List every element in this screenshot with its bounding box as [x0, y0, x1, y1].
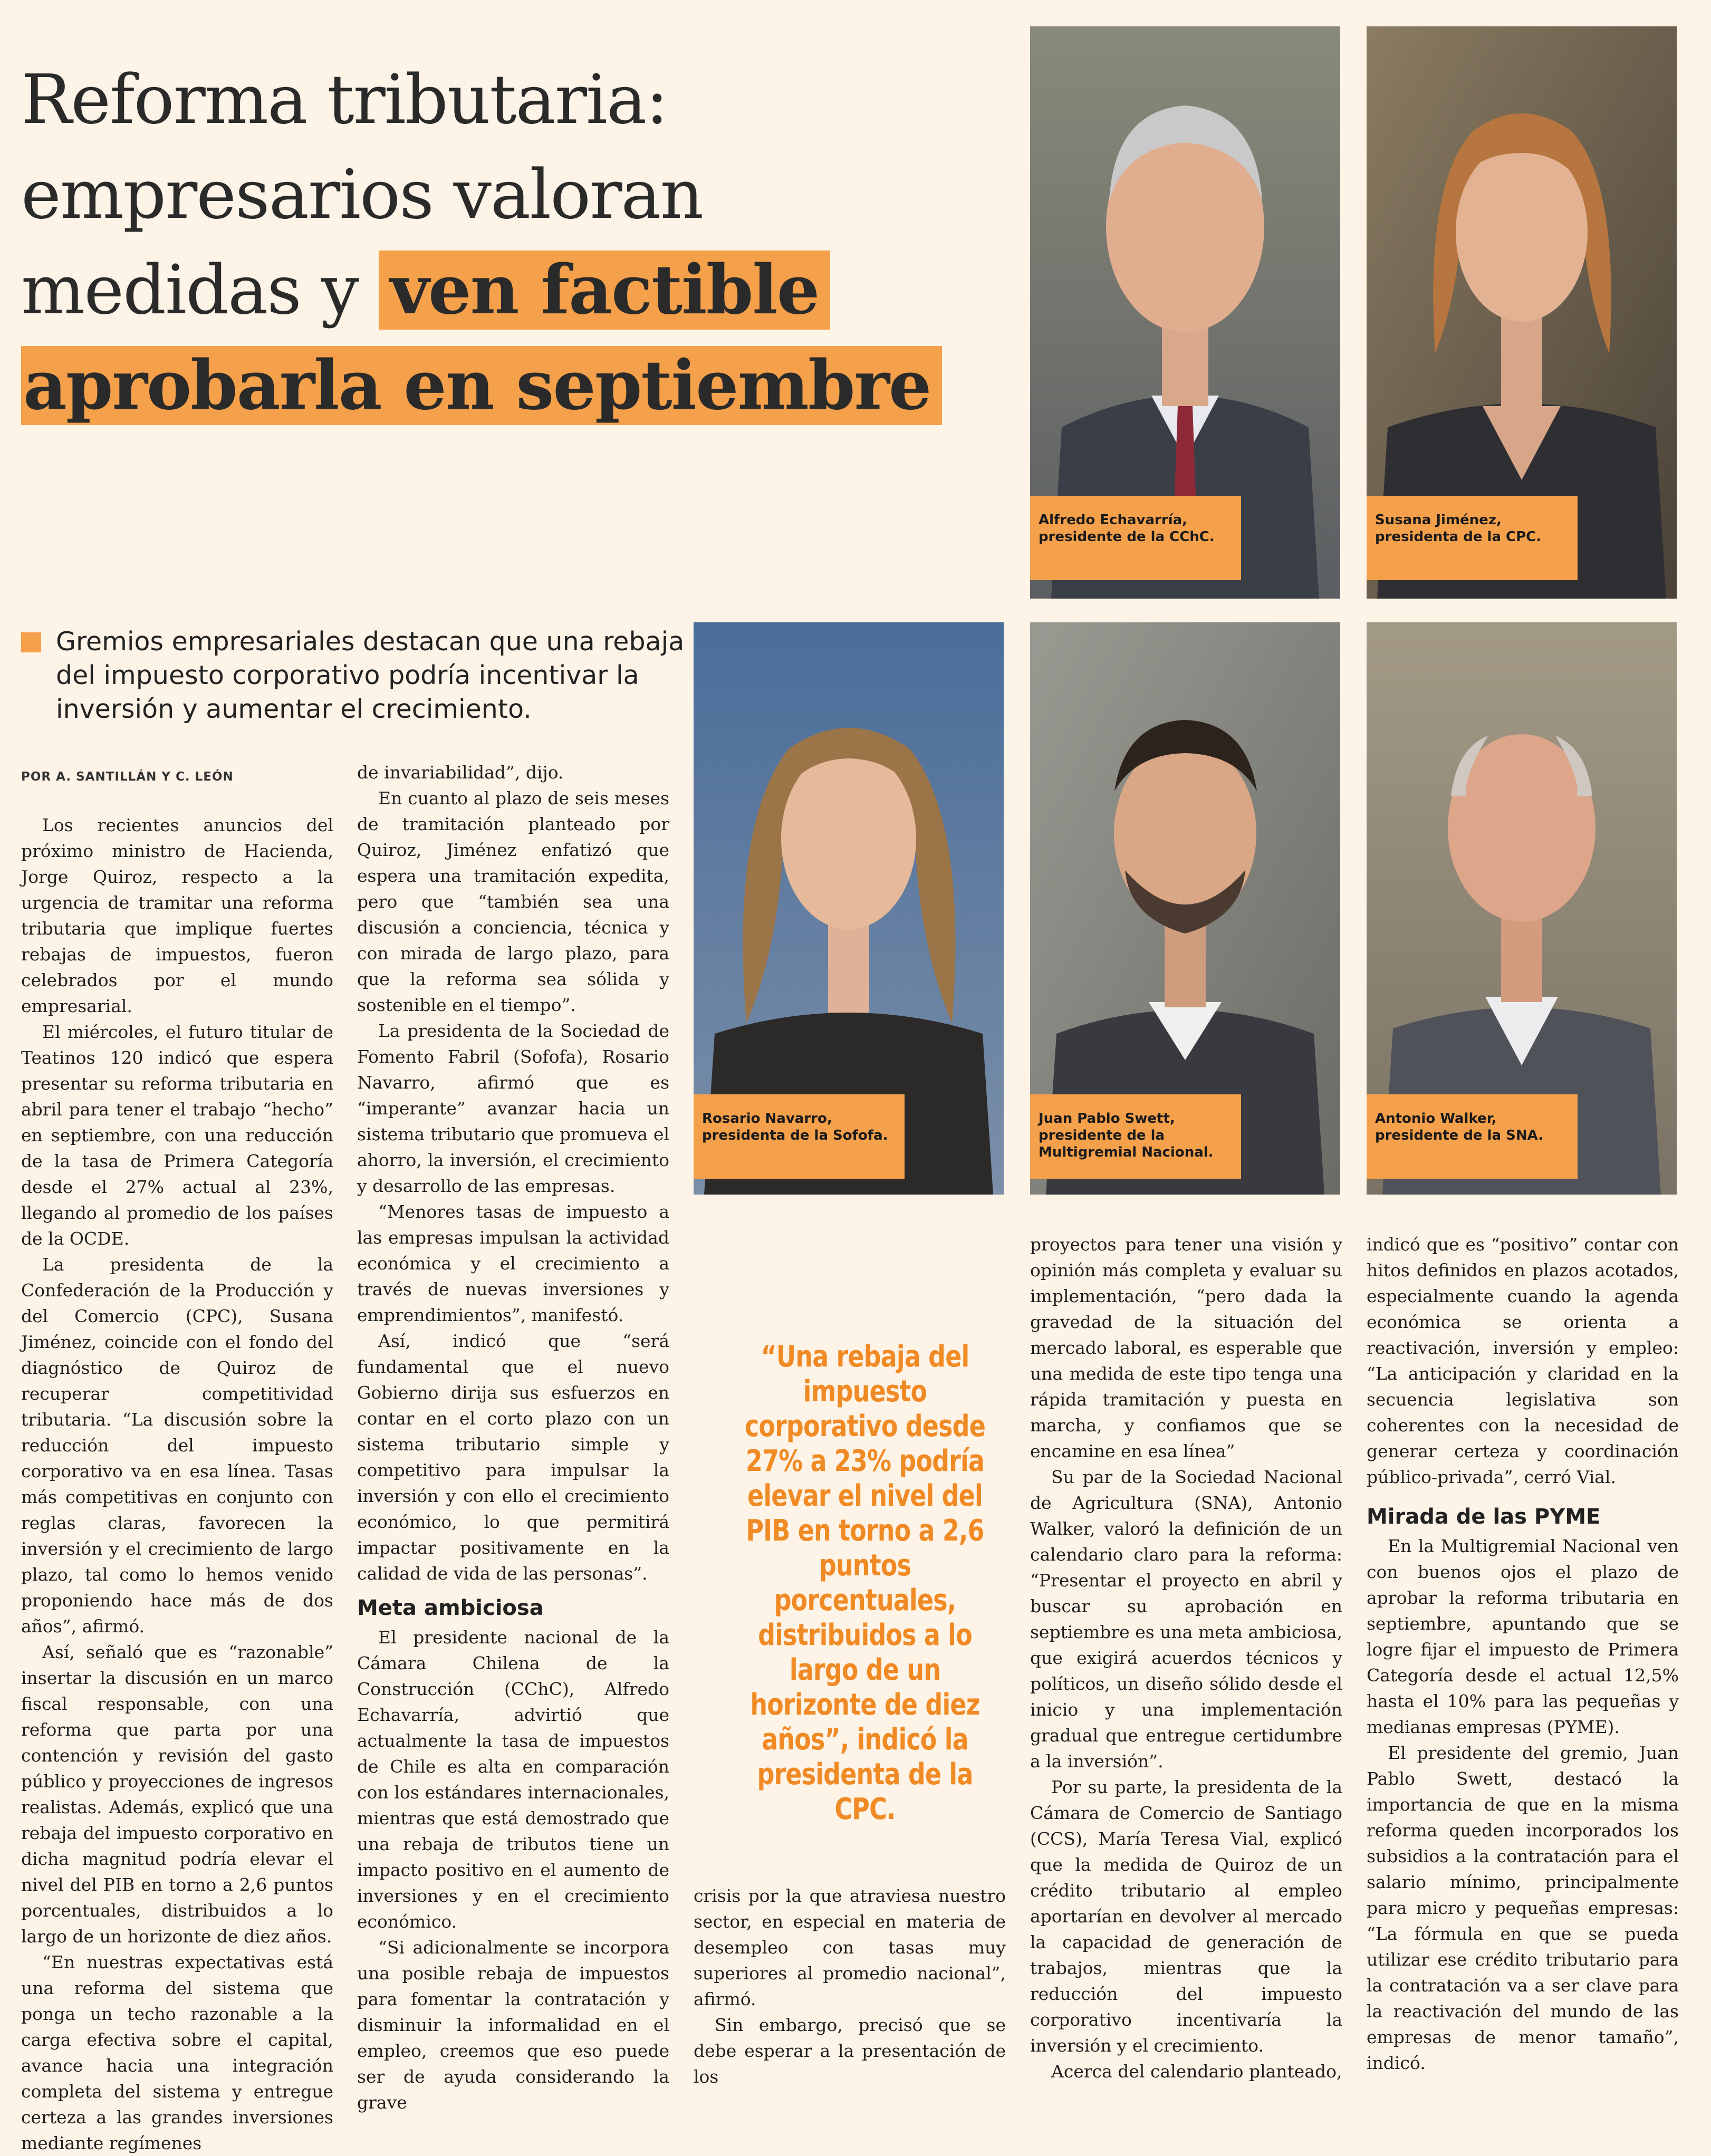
paragraph: El miércoles, el futuro titular de Teatinos 120 indicó que espera presentar su reforma tributaria en abril para tener el trabajo “hecho” en septiembre, con una reducción de la tasa de Primera Categoría desde el 27% actual al 23%, llegando al promedio de los países de la OCDE. [21, 1022, 333, 1249]
paragraph: “Menores tasas de impuesto a las empresas impulsan la actividad económica y el crecimiento a través de nuevas inversiones y emprendimientos”, manifestó. [357, 1201, 669, 1325]
caption-name: Alfredo Echavarría, [1039, 512, 1188, 528]
photo-caption [694, 1094, 905, 1179]
caption-role: presidente de la [1039, 1128, 1165, 1143]
caption-role: presidente de la CChC. [1039, 529, 1215, 545]
headline-line-3-plain: medidas y [21, 251, 358, 330]
caption-name: Rosario Navarro, [702, 1111, 832, 1127]
photo-antonio-walker [1367, 622, 1677, 1195]
bullet-square-icon [21, 632, 41, 652]
photo-caption [1367, 496, 1578, 580]
photo-caption [1030, 496, 1241, 580]
headline [21, 53, 1023, 434]
photo-rosario-navarro [694, 622, 1004, 1195]
caption-name: Antonio Walker, [1375, 1111, 1497, 1127]
paragraph: El presidente nacional de la Cámara Chilena de la Construcción (CChC), Alfredo Echavarría, advirtió que actualmente la tasa de impuestos de Chile es alta en comparación con los estándares internacionales, mientras que está demostrado que una rebaja de tributos tiene un impacto positivo en el aumento de inversiones y en el crecimiento económico. [357, 1627, 669, 1932]
lead-text: Gremios empresariales destacan que una rebaja del impuesto corporativo podría incentivar la inversión y aumentar el crecimiento. [56, 627, 685, 724]
paragraph: Los recientes anuncios del próximo ministro de Hacienda, Jorge Quiroz, respecto a la urgencia de tramitar una reforma tributaria que implique fuertes rebajas de impuestos, fueron celebrados por el mundo empresarial. [21, 815, 333, 1016]
article-column-3 [694, 1883, 1006, 2090]
lead-paragraph [21, 625, 720, 726]
paragraph: En cuanto al plazo de seis meses de tramitación planteado por Quiroz, Jiménez enfatizó que espera una tramitación expedita, pero que “también sea una discusión a conciencia, técnica y con mirada de largo plazo, para que la reforma sea sólida y sostenible en el tiempo”. [357, 788, 669, 1015]
paragraph: de invariabilidad”, dijo. [357, 762, 564, 783]
headline-highlight-1: ven factible [379, 251, 831, 330]
paragraph: Su par de la Sociedad Nacional de Agricultura (SNA), Antonio Walker, valoró la definición de un calendario claro para la reforma: “Presentar el proyecto en abril y buscar su aprobación en septiembre es una meta ambiciosa, que exigirá acuerdos técnicos y políticos, un diseño sólido desde el inicio y una implementación gradual que entregue certidumbre a la inversión”. [1030, 1467, 1342, 1772]
headline-line-2: empresarios valoran [21, 156, 703, 234]
paragraph: El presidente del gremio, Juan Pablo Swett, destacó la importancia de que en la misma reforma queden incorporados los subsidios a la contratación para el salario mínimo, principalmente para micro y pequeñas empresas: “La fórmula en que se pueda utilizar ese crédito tributario para la contratación va a ser clave para la reactivación del mundo de las empresas de menor tamaño”, indicó. [1367, 1743, 1679, 2073]
paragraph: Así, señaló que es “razonable” insertar la discusión en un marco fiscal responsable, con una reforma que parta por una contención y revisión del gasto público y proyecciones de ingresos realistas. Además, explicó que una rebaja del impuesto corporativo en dicha magnitud podría elevar el nivel del PIB en torno a 2,6 puntos porcentuales, distribuidos a lo largo de un horizonte de diez años. [21, 1642, 333, 1947]
paragraph: Acerca del calendario planteado, [1051, 2061, 1342, 2082]
paragraph: Por su parte, la presidenta de la Cámara de Comercio de Santiago (CCS), María Teresa Vial, explicó que la medida de Quiroz de un crédito tributario al empleo aportarían en devolver al mercado la capacidad de generación de trabajos, mientras que la reducción del impuesto corporativo incentivaría la inversión y el crecimiento. [1030, 1777, 1342, 2056]
paragraph: Así, indicó que “será fundamental que el nuevo Gobierno dirija sus esfuerzos en contar en el corto plazo con un sistema tributario simple y competitivo para impulsar la inversión y con ello el crecimiento económico, lo que permitirá impactar positivamente en la calidad de vida de las personas”. [357, 1331, 669, 1584]
photo-caption [1367, 1094, 1578, 1179]
caption-role: presidenta de la Sofofa. [702, 1128, 888, 1143]
caption-role-2: Multigremial Nacional. [1039, 1144, 1214, 1160]
subhead-mirada-pyme: Mirada de las PYME [1367, 1505, 1601, 1529]
paragraph: La presidenta de la Confederación de la Producción y del Comercio (CPC), Susana Jiménez, coincide con el fondo del diagnóstico de Quiroz de recuperar competitividad tributaria. “La discusión sobre la reducción del impuesto corporativo va en esa línea. Tasas más competitivas en conjunto con reglas claras, favorecen la inversión y el crecimiento de largo plazo, tal como lo hemos venido proponiendo hace más de dos años”, afirmó. [21, 1254, 333, 1637]
caption-name: Juan Pablo Swett, [1039, 1111, 1175, 1127]
paragraph: proyectos para tener una visión y opinión más completa y evaluar su implementación, “pero dada la gravedad de la situación del mercado laboral, es esperable que una medida de este tipo tenga una rápida tramitación y puesta en marcha, y confiamos que se encamine en esa línea” [1030, 1234, 1342, 1461]
caption-role: presidenta de la CPC. [1375, 529, 1542, 545]
photo-juan-pablo-swett [1030, 622, 1340, 1195]
caption-role: presidente de la SNA. [1375, 1128, 1544, 1143]
paragraph: Sin embargo, precisó que se debe esperar a la presentación de los [694, 2015, 1006, 2087]
article-column-2 [357, 759, 669, 2115]
caption-name: Susana Jiménez, [1375, 512, 1502, 528]
photo-susana-jimenez [1367, 26, 1677, 599]
byline: POR A. SANTILLÁN Y C. LEÓN [21, 770, 234, 784]
pull-quote: “Una rebaja del impuesto corporativo desde 27% a 23% podría elevar el nivel del PIB en torno a 2,6 puntos porcentuales, distribuidos a lo largo de un horizonte de diez años”, indicó la presidenta de la CPC. [744, 1340, 986, 1826]
paragraph: crisis por la que atraviesa nuestro sector, en especial en materia de desempleo con tasas muy superiores al promedio nacional”, afirmó. [694, 1885, 1006, 2009]
paragraph: indicó que es “positivo” contar con hitos definidos en plazos acotados, especialmente cuando la agenda económica se orienta a reactivación, inversión y empleo: “La anticipación y claridad en la secuencia legislativa son coherentes con la necesidad de generar certeza y coordinación público-privada”, cerró Vial. [1367, 1234, 1679, 1487]
headline-line-3 [21, 243, 1023, 338]
headline-highlight-2: aprobarla en septiembre [21, 346, 942, 425]
subhead-meta-ambiciosa: Meta ambiciosa [357, 1596, 544, 1620]
headline-line-1: Reforma tributaria: [21, 61, 668, 139]
article-column-1 [21, 812, 333, 2156]
paragraph: En la Multigremial Nacional ven con buenos ojos el plazo de aprobar la reforma tributaria en septiembre, apuntando que se logre fijar el impuesto de Primera Categoría desde el actual 12,5% hasta el 10% para las pequeñas y medianas empresas (PYME). [1367, 1536, 1679, 1737]
paragraph: La presidenta de la Sociedad de Fomento Fabril (Sofofa), Rosario Navarro, afirmó que es “imperante” avanzar hacia un sistema tributario que promueva el ahorro, la inversión, el crecimiento y desarrollo de las empresas. [357, 1021, 669, 1196]
photo-alfredo-echavarria [1030, 26, 1340, 599]
paragraph: “En nuestras expectativas está una reforma del sistema que ponga un techo razonable a la carga efectiva sobre el capital, avance hacia una integración completa del sistema y entregue certeza a las grandes inversiones mediante regímenes [21, 1952, 333, 2153]
photo-caption [1030, 1094, 1241, 1179]
article-column-4 [1030, 1231, 1342, 2084]
headline-line-4 [21, 338, 1023, 434]
article-column-5 [1367, 1231, 1679, 2076]
paragraph: “Si adicionalmente se incorpora una posible rebaja de impuestos para fomentar la contratación y disminuir la informalidad en el empleo, creemos que eso puede ser de ayuda considerando la grave [357, 1937, 669, 2113]
